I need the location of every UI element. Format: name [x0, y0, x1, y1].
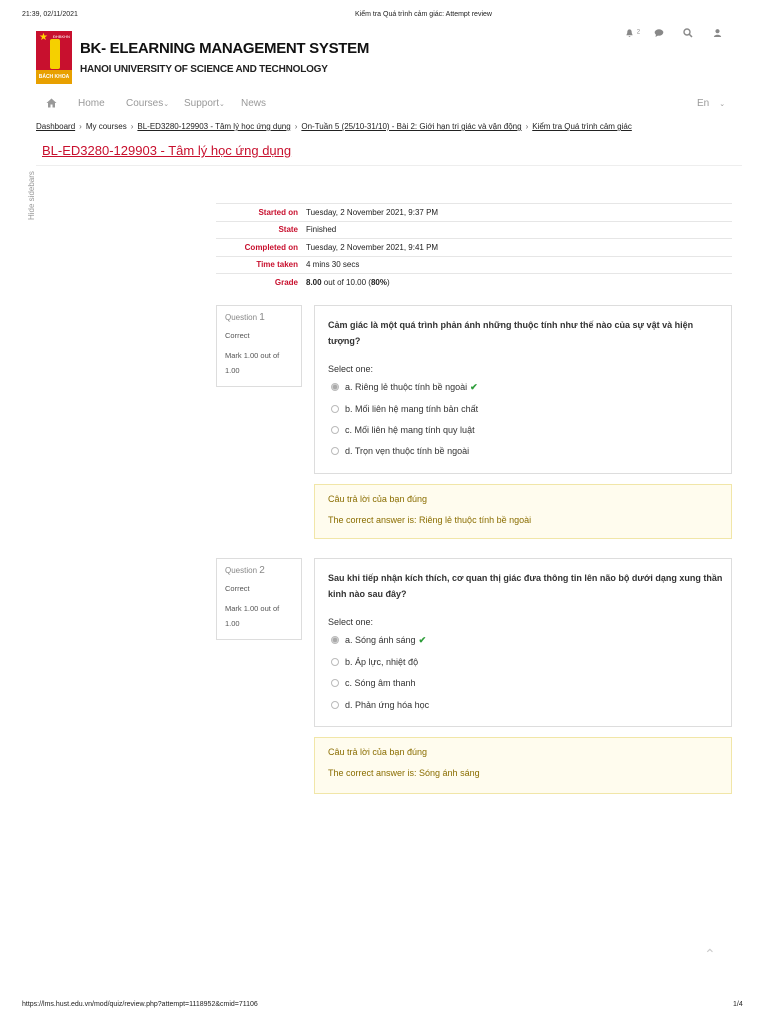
question-text: Sau khi tiếp nhận kích thích, cơ quan thị giác đưa thông tin lên não bộ dưới dạng xung thần kinh nào sau đây?	[328, 573, 723, 599]
breadcrumb-section[interactable]: On-Tuần 5 (25/10-31/10) - Bài 2: Giới hạn tri giác và vận động	[301, 122, 522, 131]
language-select[interactable]	[697, 98, 725, 109]
breadcrumb-separator-icon: ›	[79, 122, 82, 131]
radio-icon[interactable]	[331, 636, 339, 644]
answer-option-label: a. Riêng lẻ thuộc tính bề ngoài	[345, 382, 468, 392]
question-text: Cảm giác là một quá trình phản ánh những thuộc tính như thế nào của sự vật và hiện tượng?	[328, 320, 694, 346]
search-button[interactable]	[683, 28, 693, 41]
summary-row	[216, 204, 732, 222]
question-number	[217, 306, 301, 325]
summary-label: Started on	[216, 204, 306, 222]
nav-home-icon-button[interactable]	[46, 98, 57, 111]
summary-value: 4 mins 30 secs	[306, 256, 732, 274]
question-label: Question	[225, 566, 258, 575]
question-label: Question	[225, 313, 258, 322]
summary-row	[216, 274, 732, 291]
summary-row	[216, 239, 732, 257]
correct-answer-text: The correct answer is: Sóng ánh sáng	[328, 768, 480, 778]
chevron-down-icon: ⌄	[219, 101, 225, 108]
home-icon	[46, 98, 57, 108]
summary-label: State	[216, 221, 306, 239]
grade-percent: 80%	[370, 277, 387, 287]
feedback-text: Câu trả lời của bạn đúng	[328, 747, 427, 757]
notification-count: 2	[636, 29, 641, 36]
print-datetime: 21:39, 02/11/2021	[22, 11, 78, 18]
question-info	[216, 558, 302, 640]
question-state: Correct	[225, 331, 250, 340]
answer-option-label: c. Mối liên hệ mang tính quy luật	[345, 425, 475, 435]
chat-icon	[654, 28, 664, 38]
question-num: 2	[259, 565, 265, 576]
checkmark-icon: ✔	[470, 382, 478, 392]
answer-option[interactable]	[331, 700, 429, 710]
grade-score: 8.00	[306, 277, 322, 287]
chevron-up-icon: ⌃	[704, 946, 716, 962]
correct-answer-text: The correct answer is: Riêng lẻ thuộc tính bề ngoài	[328, 515, 532, 525]
summary-label: Time taken	[216, 256, 306, 274]
divider	[36, 165, 742, 166]
question-box	[314, 558, 732, 727]
summary-label: Grade	[216, 274, 306, 291]
print-url: https://lms.hust.edu.vn/mod/quiz/review.php?attempt=1118952&cmid=71106	[22, 1001, 258, 1008]
question-num: 1	[259, 312, 265, 323]
feedback-text: Câu trả lời của bạn đúng	[328, 494, 427, 504]
summary-value: Tuesday, 2 November 2021, 9:37 PM	[306, 204, 732, 222]
breadcrumb-course[interactable]: BL-ED3280-129903 - Tâm lý học ứng dụng	[137, 122, 291, 131]
question-mark: Mark 1.00 out of 1.00	[225, 351, 280, 375]
radio-icon[interactable]	[331, 701, 339, 709]
nav-courses[interactable]	[126, 98, 169, 109]
chevron-down-icon: ⌄	[163, 101, 170, 108]
user-icon	[713, 28, 722, 38]
site-title[interactable]: BK- ELEARNING MANAGEMENT SYSTEM	[80, 40, 370, 57]
chevron-down-icon: ⌄	[719, 101, 726, 108]
course-title[interactable]: BL-ED3280-129903 - Tâm lý học ứng dụng	[42, 143, 292, 158]
question-number	[217, 559, 301, 578]
answer-option-label: a. Sóng ánh sáng	[345, 635, 416, 645]
search-icon	[683, 28, 693, 38]
grade-out-of: out of 10.00 (	[321, 277, 371, 287]
radio-icon[interactable]	[331, 679, 339, 687]
notifications-button[interactable]	[625, 28, 640, 41]
summary-row	[216, 256, 732, 274]
breadcrumb-separator-icon: ›	[294, 122, 298, 131]
radio-icon[interactable]	[331, 405, 339, 413]
answer-option-label: d. Trọn vẹn thuộc tính bề ngoài	[345, 446, 470, 456]
radio-icon[interactable]	[331, 658, 339, 666]
site-subtitle: HANOI UNIVERSITY OF SCIENCE AND TECHNOLOGY	[80, 64, 328, 75]
summary-value: Tuesday, 2 November 2021, 9:41 PM	[306, 239, 732, 257]
radio-icon[interactable]	[331, 426, 339, 434]
answer-option[interactable]	[331, 678, 416, 688]
answer-option[interactable]	[331, 404, 478, 414]
summary-value: Finished	[306, 221, 732, 239]
print-page-number: 1/4	[733, 1001, 743, 1008]
summary-row	[216, 221, 732, 239]
breadcrumb-my-courses[interactable]: My courses	[85, 122, 127, 131]
star-icon: ★	[39, 32, 48, 43]
university-logo[interactable]	[36, 31, 72, 84]
breadcrumb-dashboard[interactable]: Dashboard	[36, 122, 76, 131]
logo-caption: BÁCH KHOA	[36, 70, 72, 84]
answer-option[interactable]	[331, 425, 475, 435]
language-label: En	[697, 98, 710, 109]
breadcrumb-separator-icon: ›	[130, 122, 134, 131]
back-to-top-button[interactable]	[704, 946, 716, 963]
answer-option[interactable]	[331, 657, 418, 667]
question-info	[216, 305, 302, 387]
question-state: Correct	[225, 584, 250, 593]
torch-icon	[50, 39, 60, 69]
print-page-title: Kiểm tra Quá trình cảm giác: Attempt review	[355, 11, 492, 18]
answer-option[interactable]	[331, 446, 469, 456]
question-feedback	[314, 737, 732, 794]
question-box	[314, 305, 732, 474]
nav-support[interactable]	[184, 98, 225, 109]
select-one-label: Select one:	[328, 364, 374, 374]
breadcrumb-separator-icon: ›	[525, 122, 529, 131]
nav-support-label: Support	[184, 98, 220, 109]
answer-option-label: c. Sóng âm thanh	[345, 678, 416, 688]
answer-option[interactable]	[331, 382, 478, 393]
grade-close: )	[386, 277, 390, 287]
answer-option-label: d. Phản ứng hóa học	[345, 700, 430, 710]
user-menu-button[interactable]	[713, 28, 722, 41]
answer-option-label: b. Áp lực, nhiệt độ	[345, 657, 419, 667]
nav-courses-label: Courses	[126, 98, 164, 109]
checkmark-icon: ✔	[418, 635, 427, 645]
question-mark: Mark 1.00 out of 1.00	[225, 604, 280, 628]
breadcrumb-quiz[interactable]: Kiểm tra Quá trình cảm giác	[532, 122, 632, 131]
nav-news[interactable]: News	[241, 98, 267, 109]
attempt-summary-table	[216, 203, 732, 291]
radio-icon[interactable]	[331, 383, 339, 391]
hide-sidebars-toggle[interactable]: Hide sidebars	[27, 171, 36, 220]
messages-button[interactable]	[654, 28, 664, 41]
question-feedback	[314, 484, 732, 539]
answer-option-label: b. Mối liên hệ mang tính bản chất	[345, 404, 479, 414]
select-one-label: Select one:	[328, 617, 374, 627]
radio-icon[interactable]	[331, 447, 339, 455]
summary-label: Completed on	[216, 239, 306, 257]
logo-top-text: ĐHBKHN	[53, 34, 70, 39]
breadcrumb	[36, 122, 632, 131]
bell-icon	[625, 28, 634, 38]
nav-home[interactable]: Home	[78, 98, 105, 109]
grade-value	[306, 274, 732, 291]
answer-option[interactable]	[331, 635, 426, 646]
